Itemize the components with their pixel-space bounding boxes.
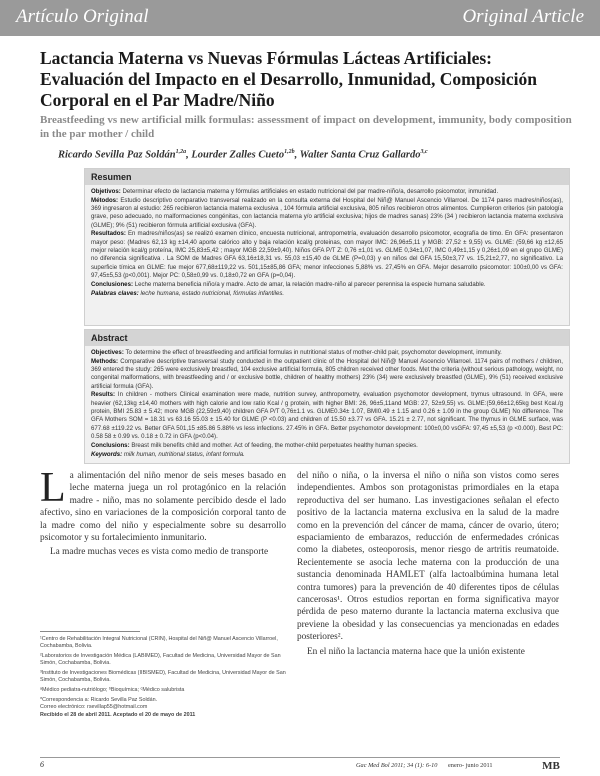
drop-cap: L	[40, 465, 66, 511]
resumen-box	[84, 168, 570, 326]
body-paragraph: La alimentación del niño menor de seis meses basado en leche materna juega un rol protagónico en la relación madre - niño, mas no solamente percibido desde el lado afectivo, sino en variaciones de la composición corporal tanto de la madre como del niño y especialmente sobre su desarrollo psicomotor y su fortalecimiento inmunitario.	[40, 465, 286, 544]
footnote: ²Laboratorios de Investigación Médica (LABIMED), Facultad de Medicina, Universidad Mayor de San Simón, Cochabamba, Bolivia.	[40, 653, 281, 667]
abstract-results: Results: In children - mothers Clinical examination were made, nutrition survey, anthropometry, evaluation psychomotor development, trymus ultrasound. In GFA, were heavier (62,13kg ±14,40 mothers with high calorie and low ratio Kcal / g protein, with higher BMI: 26, 96±5,11and MGB: 27, 52±9,55) vs. GLME:(59,66±12,65kg best Kcal./g protein, BMI 25.83 ± 5.42; more MGB (22,59±9,40) children GFA P/T 0,76±1.1 vs. GLME0.34± 1.07, BMI0.49 ± 1.15 and 0.26 ± 1.09 in the group GLME) No difference. The GFA Mothers SOM = 18.31 vs 63.16 55.03 ± 15.40 for GLME (P <0.03) and children of 15.50 ±3.77 vs GFA. 15.21 ± 2.77, not significant. The thymus in GLME surface, was 677.68 ±119.22 vs. Better GFA 501,15 ±85.86 5.88% vs less infections. 27.45% in GFA. Better psychomotor development: 100±0,00 vsGFA: 97,45 ±5,53 (p <0.000). Best PC: 0.58 58 ± 0.99 vs. 0.18 ± 0.72 in GFA (p<0.04).	[91, 391, 563, 440]
abstract-keywords: Keywords: milk human, nutritional status, infant formula.	[91, 450, 245, 458]
footnote: ᵃMédico pediatra-nutriólogo; ᵇBioquímica; ᶜMédico salubrista	[40, 687, 185, 694]
footnote: ¹Centro de Rehabilitación Integral Nutricional (CRIN), Hospital del Niñ@ Manuel Ascencio Villarroel, Cochabamba, Bolivia.	[40, 636, 278, 650]
author-name: Lourder Zalles Cueto	[191, 149, 285, 161]
author-name: Walter Santa Cruz Gallardo	[299, 149, 421, 161]
article-subtitle: Breastfeeding vs new artificial milk formulas: assessment of impact on development, immunity, body composition in the par mother / child	[40, 114, 572, 140]
resumen-resultados: Resultados: En madres/niños(as) se realizó examen clínico, encuesta nutricional, antropometría, evaluación desarrollo psicomotor, ecografía de timo. En GFA: presentaron mayor peso: (Madres 62,13 kg ±14,40 aporte calórico alto y baja relación kcal/g proteinas, con mayor IMC: 26,96±5,11 y MGB: 27,52 ± 9,55) vs. GLME: (59,66 kg ±12,65 mejor relación kcal/g proteína, IMC 25,83±5,42 ; mayor MGB 22,59±9,40). Niños GFA P/T Z: 0,76 ±1,01 vs. GLME 0,34±1,07, IMC 0,49±1,15 y 0,26±1,09 en el grupo GLME) no diferencia significativa . La SOM de Madres GFA 63,16±18,31 vs. 55,03 ±15,40 de GLME (P=0,03) y en niños del GFA 15,50±3,77 vs. 15,21±2,77, no significativo. La superficie tímica en GLME: fue mejor 677,68±119,22 vs. 501,15±85,86 GFA; menor infecciones 5,88% vs. 27,45% en GFA. Mejor desarrollo psicomotor: 100±0,00 vs GFA: 97,45±5,53 (p<0,001). Mejor PC: 0,58±0,99 vs. 0,18±0,72 en GFA (p=0,04).	[91, 230, 563, 279]
article-title: Lactancia Materna vs Nuevas Fórmulas Lácteas Artificiales: Evaluación del Impacto en el Desarrollo, Inmunidad, Composición Corporal en el Par Madre/Niño	[40, 48, 538, 110]
resumen-objetivos: Objetivos: Determinar efecto de lactancia materna y fórmulas artificiales en estado nutricional del par madre-niño/a, desarrollo psicomotor, inmunidad.	[91, 188, 499, 195]
section-label-spanish: Artículo Original	[16, 6, 149, 27]
footnotes	[40, 636, 286, 721]
page-number: 6	[40, 760, 44, 769]
author-list: Ricardo Sevilla Paz Soldán$^{1,2a}$, Lourder Zalles Cueto$^{1,2b}$, Walter Santa Cruz Gallardo$^{3,c}$	[58, 149, 428, 161]
journal-citation: Gac Med Bol 2011; 34 (1): 6-10	[356, 762, 438, 769]
abstract-body	[85, 346, 569, 461]
author-affiliation: 1,2a	[175, 149, 187, 155]
footer-divider	[40, 757, 560, 758]
footnote: *Correspondencia a: Ricardo Sevilla Paz Soldán.	[40, 697, 158, 704]
footnote: ³Instituto de Investigaciones Biomédicas (IIBISMED), Facultad de Medicina, Universidad Mayor de San Simón, Cochabamba, Bolivia.	[40, 670, 286, 684]
author-affiliation: 3,c	[420, 149, 428, 155]
abstract-heading: Abstract	[85, 330, 569, 346]
svg-text:MB: MB	[542, 760, 560, 772]
journal-logo-icon	[540, 758, 562, 772]
issue-date: enero- junio 2011	[448, 762, 493, 769]
abstract-box	[84, 329, 570, 464]
abstract-objectives: Objectives: To determine the effect of breastfeeding and artificial formulas in nutritional status of mother-child pair, psychomotor development, immunity.	[91, 349, 502, 356]
section-label-english: Original Article	[462, 6, 584, 27]
footnote: Correo electrónico: rsevillap55@hotmail.com	[40, 704, 148, 711]
resumen-keywords: Palabras claves: leche humana, estado nutricional, fórmulas infantiles.	[91, 289, 285, 297]
body-paragraph: del niño o niña, o la inversa el niño o niña son vistos como seres independientes. Ambos son protagonistas primordiales en la etapa reproductiva del ser humano. Las investigaciones señalan el efecto positivo de la lactancia materna exclusiva en la salud de la madre como en la prevención del cáncer de mama, cáncer de ovario, útero; espaciamiento de embarazos, reducción de enfermedades crónicas como la diabetes, osteoporosis, menor riesgo de artritis reumatoide. Recientemente se asocia leche materna con la producción de una sustancia denominada HAMLET (alfa lactoalbúmina humana letal contra tumores) para la prevención de 40 diferentes tipos de células cancerosas¹. Otros estudios reportan en forma significativa mayor pérdida de peso materno durante la lactancia materna exclusiva que previene la obesidad y las consecuencias ya mencionadas en edades posteriores².	[297, 471, 559, 643]
author-affiliation: 1,2b	[284, 149, 295, 155]
resumen-body	[85, 185, 569, 300]
footnote-dates: Recibido el 28 de abril 2011. Aceptado el 20 de mayo de 2011	[40, 711, 196, 718]
resumen-conclusiones: Conclusiones: Leche materna beneficia niño/a y madre. Acto de amar, la relación madre-niño al parecer perennisa la especie humana saludable.	[91, 280, 486, 288]
header-bar	[0, 0, 600, 36]
resumen-metodos: Métodos: Estudio descriptivo comparativo transversal realizado en la consulta externa del Hospital del Niñ@ Manuel Ascencio Villarroel. De 1174 pares madres/niños(as), 369 ingresaron al estudio: 265 recibieron lactancia materna exclusiva , 104 fórmula artificial exclusiva, 805 niños recibieron otros alimentos. Cumplieron criterios (sin patología grave, peso adecuado, no malformaciones congénitas, con lactancia materna y/o artificial exclusiva; hijos de madres sanas) 23% (34 ) recibieron lactancia materna exclusiva (GLME); 9% (51) recibieron fórmula artificial exclusiva (GFA).	[91, 196, 563, 229]
resumen-heading: Resumen	[85, 169, 569, 185]
abstract-methods: Methods: Comparative descriptive transversal study conducted in the outpatient clinic of the Hospital del Niñ@ Manuel Ascencio Villarroel. 1174 pairs of mothers / children, 369 entered the study: 265 were exclusively breastfed, 104 exclusive artificial formula, 805 children received other foods. Met the criteria (without serious pathology, weight, no congenital malformations, with breastfeeding and / or exclusive bottle, children of healthy mothers) 23% (34) were exclusively breastfed (GLME), 9% (51) received exclusive artificial formula (GFA).	[91, 357, 563, 390]
body-paragraph: La madre muchas veces es vista como medio de transporte	[50, 547, 269, 558]
body-paragraph: En el niño la lactancia materna hace que la unión existente	[307, 646, 525, 657]
body-column-right	[297, 470, 559, 660]
body-column-left	[40, 465, 286, 561]
abstract-conclusions: Conclusions: Breast milk benefits child and mother. Act of feeding, the mother-child perpetuates healthy human species.	[91, 441, 418, 449]
footnote-divider	[40, 631, 140, 632]
author-name: Ricardo Sevilla Paz Soldán	[58, 149, 176, 161]
